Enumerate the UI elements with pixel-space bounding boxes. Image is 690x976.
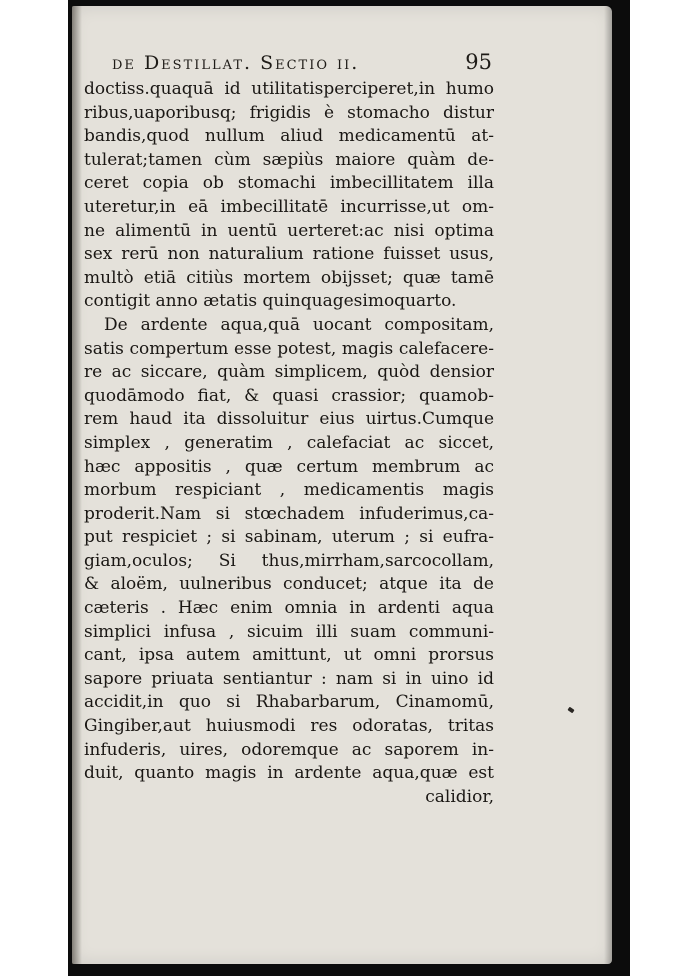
- page-number: 95: [465, 50, 492, 74]
- text-line: & aloëm, uulneribus conducet; atque ita de: [84, 574, 494, 595]
- text-line: tulerat;tamen cùm sæpiùs maiore quàm de-: [84, 149, 494, 170]
- text-line: simplici infusa , sicuim illi suam communi-: [84, 621, 494, 642]
- text-line: duit, quanto magis in ardente aqua,quæ est: [84, 763, 494, 784]
- page-edge-shadow: [604, 6, 612, 964]
- paragraph-first-line: De ardente aqua,quā uocant compositam,: [104, 314, 494, 335]
- text-line: doctiss.quaquā id utilitatisperciperet,in humo: [84, 79, 494, 99]
- page-header: [84, 52, 492, 78]
- text-line: uteretur,in eā imbecillitatē incurrisse,ut om-: [84, 196, 494, 217]
- text-line: accidit,in quo si Rhabarbarum, Cinamomū,: [84, 692, 494, 713]
- text-line: sex rerū non naturalium ratione fuisset usus,: [84, 244, 494, 265]
- text-line: satis compertum esse potest, magis calefacere-: [84, 338, 494, 359]
- page-gutter-shadow: [72, 6, 82, 964]
- text-line: bandis,quod nullum aliud medicamentū at-: [84, 126, 494, 147]
- text-line: cant, ipsa autem amittunt, ut omni prorsus: [84, 645, 494, 666]
- text-line: contigit anno ætatis quinquagesimoquarto.: [84, 291, 457, 312]
- text-line: re ac siccare, quàm simplicem, quòd densior: [84, 362, 494, 383]
- catchword: calidior,: [425, 786, 494, 807]
- text-line: hæc appositis , quæ certum membrum ac: [84, 456, 494, 477]
- text-line: morbum respiciant , medicamentis magis: [84, 480, 494, 501]
- text-line: ribus,uaporibusq; frigidis è stomacho distur: [84, 102, 494, 123]
- text-line: infuderis, uires, odoremque ac saporem in-: [84, 739, 494, 760]
- text-line: ceret copia ob stomachi imbecillitatem illa: [84, 173, 494, 194]
- text-line: ne alimentū in uentū uerteret:ac nisi optima: [84, 220, 494, 241]
- body-text: [84, 78, 494, 809]
- text-line: giam,oculos; Si thus,mirrham,sarcocollam,: [84, 550, 494, 571]
- text-line: Gingiber,aut huiusmodi res odoratas, tritas: [84, 716, 494, 737]
- text-line: proderit.Nam si stœchadem infuderimus,ca-: [84, 503, 494, 524]
- running-title: de Destillat. Sectio ii.: [112, 52, 360, 74]
- text-line: simplex , generatim , calefaciat ac siccet,: [84, 432, 494, 453]
- text-line: cæteris . Hæc enim omnia in ardenti aqua: [84, 598, 494, 619]
- text-line: put respiciet ; si sabinam, uterum ; si eufra-: [84, 527, 494, 548]
- text-line: multò etiā citiùs mortem obijsset; quæ tamē: [84, 267, 494, 288]
- text-line: sapore priuata sentiantur : nam si in uino id: [84, 668, 494, 689]
- text-line: rem haud ita dissoluitur eius uirtus.Cumque: [84, 409, 494, 430]
- text-line: quodāmodo fiat, & quasi crassior; quamob-: [84, 385, 494, 406]
